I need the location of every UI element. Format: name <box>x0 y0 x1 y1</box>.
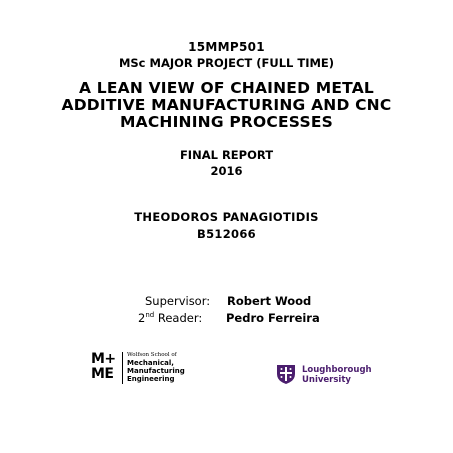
logo-divider <box>122 352 123 384</box>
wolfson-school-name <box>127 352 185 383</box>
university-crest-icon <box>275 363 297 385</box>
school-line-1: Mechanical, <box>127 359 174 367</box>
university-name: Loughborough University <box>302 365 372 385</box>
title-line-3: MACHINING PROCESSES <box>120 113 333 131</box>
supervisor-label: Supervisor: <box>145 294 211 308</box>
report-label: FINAL REPORT <box>179 148 274 162</box>
wolfson-school-logo <box>91 352 211 386</box>
project-type: MSc MAJOR PROJECT (FULL TIME) <box>118 56 335 70</box>
module-code: 15MMP501 <box>188 40 265 54</box>
student-id: B512066 <box>197 227 256 241</box>
title-line-1: A LEAN VIEW OF CHAINED METAL <box>78 79 374 97</box>
reader-ordinal-suffix: nd <box>145 311 155 320</box>
author-name: THEODOROS PANAGIOTIDIS <box>134 210 319 224</box>
second-reader-label <box>138 311 202 325</box>
report-title <box>0 80 453 131</box>
school-line-3: Engineering <box>127 375 175 383</box>
school-line-2: Manufacturing <box>127 367 185 375</box>
report-year: 2016 <box>210 164 243 178</box>
school-prefix: Wolfson School of <box>127 352 177 358</box>
supervisor-name: Robert Wood <box>227 294 312 308</box>
second-reader-name: Pedro Ferreira <box>226 311 320 325</box>
title-line-2: ADDITIVE MANUFACTURING AND CNC <box>61 96 392 114</box>
reader-label-text: Reader: <box>154 311 203 325</box>
reader-ordinal: 2 <box>138 311 146 325</box>
mme-logo-mark: M+ ME <box>91 351 116 382</box>
loughborough-university-logo <box>275 363 385 387</box>
